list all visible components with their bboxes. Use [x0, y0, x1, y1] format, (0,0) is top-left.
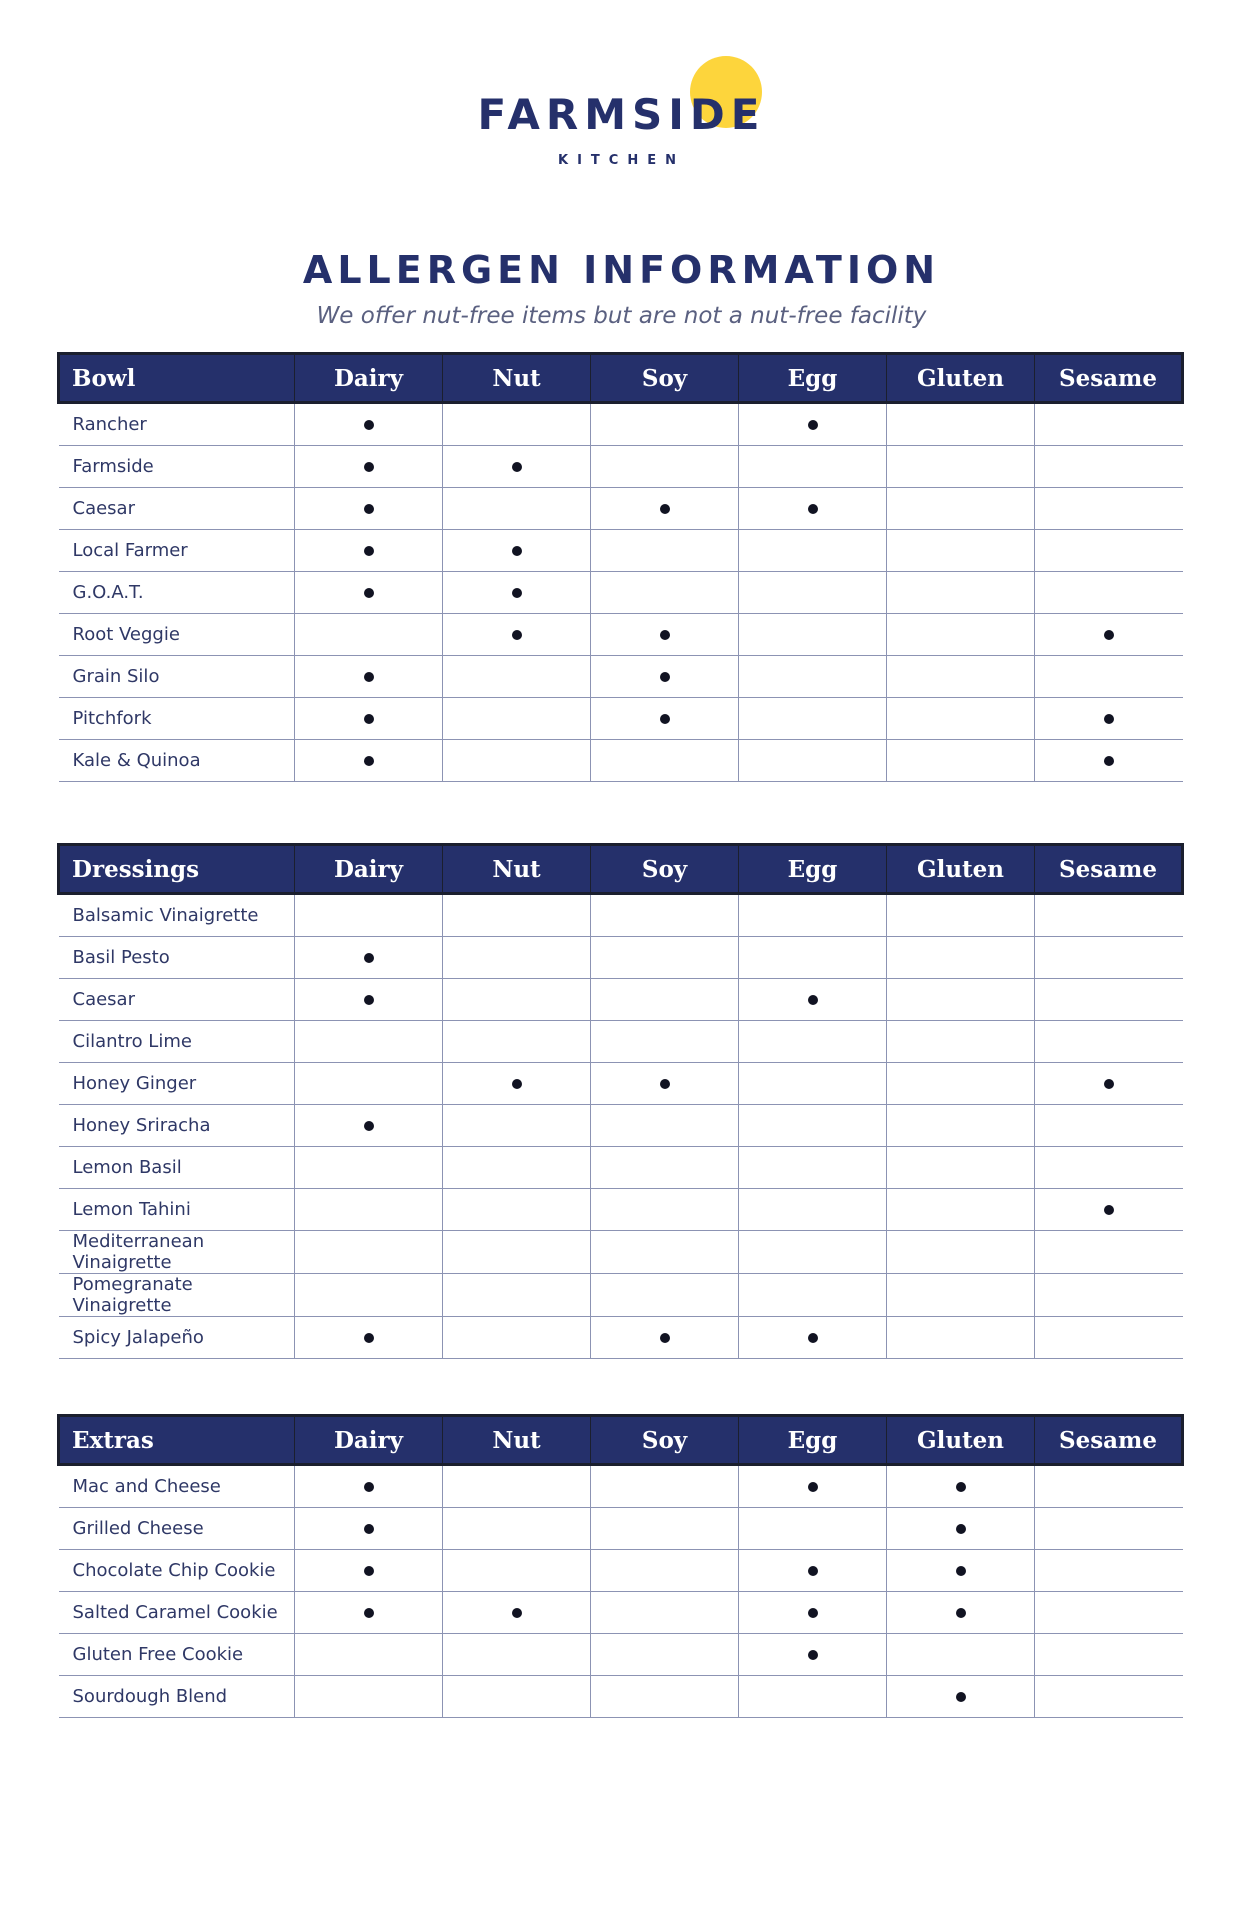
cell-sesame — [1035, 698, 1183, 740]
table-row — [59, 446, 1183, 488]
table-row — [59, 1189, 1183, 1231]
item-name: Kale & Quinoa — [59, 740, 295, 782]
cell-dairy — [295, 614, 443, 656]
item-name: Basil Pesto — [59, 937, 295, 979]
cell-soy — [591, 1021, 739, 1063]
column-header-gluten: Gluten — [887, 845, 1035, 894]
cell-dairy — [295, 572, 443, 614]
cell-nut — [443, 1274, 591, 1317]
cell-nut — [443, 530, 591, 572]
table-row — [59, 488, 1183, 530]
page-title: ALLERGEN INFORMATION — [302, 248, 941, 292]
item-name: Root Veggie — [59, 614, 295, 656]
cell-dairy — [295, 1465, 443, 1508]
dressings-allergen-table — [57, 843, 1184, 1359]
cell-egg — [739, 979, 887, 1021]
cell-soy — [591, 1189, 739, 1231]
cell-soy — [591, 403, 739, 446]
cell-sesame — [1035, 1676, 1183, 1718]
cell-sesame — [1035, 1274, 1183, 1317]
cell-egg — [739, 1231, 887, 1274]
cell-soy — [591, 1231, 739, 1274]
table-row — [59, 1592, 1183, 1634]
cell-dairy — [295, 937, 443, 979]
allergen-dot-icon — [808, 1482, 818, 1492]
cell-nut — [443, 1465, 591, 1508]
allergen-dot-icon — [956, 1692, 966, 1702]
allergen-dot-icon — [808, 420, 818, 430]
page-subtitle: We offer nut-free items but are not a nut-free facility — [316, 303, 927, 329]
cell-gluten — [887, 446, 1035, 488]
allergen-dot-icon — [808, 1566, 818, 1576]
cell-gluten — [887, 1189, 1035, 1231]
table-heading: Extras — [59, 1416, 295, 1465]
column-header-egg: Egg — [739, 354, 887, 403]
cell-gluten — [887, 1063, 1035, 1105]
cell-dairy — [295, 1592, 443, 1634]
item-name: Lemon Basil — [59, 1147, 295, 1189]
cell-sesame — [1035, 937, 1183, 979]
allergen-dot-icon — [1104, 714, 1114, 724]
cell-egg — [739, 1634, 887, 1676]
cell-dairy — [295, 1231, 443, 1274]
cell-soy — [591, 894, 739, 937]
allergen-dot-icon — [364, 588, 374, 598]
cell-nut — [443, 1592, 591, 1634]
column-header-dairy: Dairy — [295, 354, 443, 403]
cell-egg — [739, 614, 887, 656]
allergen-dot-icon — [512, 1608, 522, 1618]
cell-gluten — [887, 488, 1035, 530]
cell-soy — [591, 1105, 739, 1147]
table-row — [59, 979, 1183, 1021]
cell-nut — [443, 614, 591, 656]
item-name: Chocolate Chip Cookie — [59, 1550, 295, 1592]
table-row — [59, 1676, 1183, 1718]
column-header-egg: Egg — [739, 1416, 887, 1465]
cell-egg — [739, 572, 887, 614]
cell-dairy — [295, 1189, 443, 1231]
cell-soy — [591, 1508, 739, 1550]
cell-egg — [739, 1550, 887, 1592]
allergen-dot-icon — [660, 504, 670, 514]
cell-egg — [739, 1189, 887, 1231]
allergen-dot-icon — [364, 546, 374, 556]
cell-nut — [443, 894, 591, 937]
cell-egg — [739, 1021, 887, 1063]
allergen-dot-icon — [512, 546, 522, 556]
allergen-dot-icon — [364, 672, 374, 682]
item-name: Salted Caramel Cookie — [59, 1592, 295, 1634]
cell-sesame — [1035, 656, 1183, 698]
cell-gluten — [887, 1021, 1035, 1063]
table-row — [59, 1231, 1183, 1274]
allergen-dot-icon — [364, 995, 374, 1005]
column-header-sesame: Sesame — [1035, 354, 1183, 403]
cell-egg — [739, 1676, 887, 1718]
cell-sesame — [1035, 894, 1183, 937]
table-row — [59, 1508, 1183, 1550]
table-row — [59, 1105, 1183, 1147]
cell-egg — [739, 530, 887, 572]
cell-soy — [591, 572, 739, 614]
allergen-dot-icon — [956, 1482, 966, 1492]
cell-egg — [739, 656, 887, 698]
item-name: Balsamic Vinaigrette — [59, 894, 295, 937]
cell-gluten — [887, 1592, 1035, 1634]
table-row — [59, 1063, 1183, 1105]
cell-nut — [443, 1147, 591, 1189]
cell-dairy — [295, 1317, 443, 1359]
cell-dairy — [295, 656, 443, 698]
allergen-dot-icon — [1104, 1079, 1114, 1089]
cell-gluten — [887, 656, 1035, 698]
cell-gluten — [887, 1147, 1035, 1189]
column-header-dairy: Dairy — [295, 845, 443, 894]
cell-gluten — [887, 894, 1035, 937]
brand-logo — [0, 56, 1243, 186]
cell-gluten — [887, 1676, 1035, 1718]
item-name: Caesar — [59, 979, 295, 1021]
allergen-dot-icon — [512, 1079, 522, 1089]
bowl-allergen-table — [57, 352, 1184, 782]
table-row — [59, 1147, 1183, 1189]
table-row — [59, 1317, 1183, 1359]
brand-name: FARMSIDE — [477, 90, 766, 139]
table-row — [59, 1274, 1183, 1317]
cell-soy — [591, 530, 739, 572]
cell-nut — [443, 656, 591, 698]
cell-gluten — [887, 614, 1035, 656]
allergen-dot-icon — [364, 1608, 374, 1618]
cell-soy — [591, 614, 739, 656]
allergen-dot-icon — [808, 1650, 818, 1660]
cell-nut — [443, 446, 591, 488]
allergen-dot-icon — [1104, 1205, 1114, 1215]
cell-dairy — [295, 1147, 443, 1189]
allergen-dot-icon — [364, 1566, 374, 1576]
cell-soy — [591, 1465, 739, 1508]
cell-gluten — [887, 937, 1035, 979]
cell-dairy — [295, 1274, 443, 1317]
allergen-dot-icon — [364, 714, 374, 724]
cell-dairy — [295, 1105, 443, 1147]
cell-gluten — [887, 1274, 1035, 1317]
cell-sesame — [1035, 614, 1183, 656]
table-row — [59, 937, 1183, 979]
table-row — [59, 1021, 1183, 1063]
item-name: Gluten Free Cookie — [59, 1634, 295, 1676]
item-name: Honey Sriracha — [59, 1105, 295, 1147]
item-name: Farmside — [59, 446, 295, 488]
cell-soy — [591, 740, 739, 782]
cell-soy — [591, 656, 739, 698]
cell-egg — [739, 488, 887, 530]
cell-egg — [739, 446, 887, 488]
cell-nut — [443, 572, 591, 614]
cell-nut — [443, 1508, 591, 1550]
cell-gluten — [887, 1508, 1035, 1550]
column-header-soy: Soy — [591, 845, 739, 894]
item-name: Caesar — [59, 488, 295, 530]
cell-gluten — [887, 1317, 1035, 1359]
allergen-dot-icon — [512, 588, 522, 598]
brand-sub: KITCHEN — [558, 153, 685, 168]
cell-soy — [591, 1274, 739, 1317]
allergen-dot-icon — [364, 504, 374, 514]
cell-soy — [591, 979, 739, 1021]
cell-gluten — [887, 1231, 1035, 1274]
allergen-dot-icon — [364, 1121, 374, 1131]
allergen-dot-icon — [660, 672, 670, 682]
cell-dairy — [295, 488, 443, 530]
table-row — [59, 1550, 1183, 1592]
column-header-soy: Soy — [591, 1416, 739, 1465]
cell-gluten — [887, 979, 1035, 1021]
allergen-dot-icon — [956, 1566, 966, 1576]
cell-sesame — [1035, 1105, 1183, 1147]
allergen-dot-icon — [512, 462, 522, 472]
table-heading: Bowl — [59, 354, 295, 403]
table-row — [59, 698, 1183, 740]
cell-sesame — [1035, 530, 1183, 572]
column-header-sesame: Sesame — [1035, 1416, 1183, 1465]
cell-gluten — [887, 403, 1035, 446]
allergen-dot-icon — [364, 1333, 374, 1343]
cell-egg — [739, 1274, 887, 1317]
cell-egg — [739, 698, 887, 740]
allergen-dot-icon — [364, 420, 374, 430]
cell-egg — [739, 1147, 887, 1189]
cell-nut — [443, 1317, 591, 1359]
allergen-dot-icon — [364, 1524, 374, 1534]
cell-soy — [591, 1592, 739, 1634]
cell-gluten — [887, 698, 1035, 740]
item-name: Spicy Jalapeño — [59, 1317, 295, 1359]
item-name: Lemon Tahini — [59, 1189, 295, 1231]
item-name: Honey Ginger — [59, 1063, 295, 1105]
item-name: Cilantro Lime — [59, 1021, 295, 1063]
cell-nut — [443, 740, 591, 782]
allergen-dot-icon — [808, 995, 818, 1005]
item-name: Mediterranean Vinaigrette — [59, 1231, 295, 1274]
allergen-dot-icon — [1104, 756, 1114, 766]
cell-dairy — [295, 1021, 443, 1063]
allergen-dot-icon — [1104, 630, 1114, 640]
cell-nut — [443, 1676, 591, 1718]
cell-soy — [591, 937, 739, 979]
cell-dairy — [295, 979, 443, 1021]
cell-nut — [443, 1189, 591, 1231]
cell-sesame — [1035, 1592, 1183, 1634]
cell-gluten — [887, 740, 1035, 782]
cell-dairy — [295, 698, 443, 740]
extras-allergen-table — [57, 1414, 1184, 1718]
cell-gluten — [887, 572, 1035, 614]
allergen-dot-icon — [808, 1333, 818, 1343]
cell-dairy — [295, 1676, 443, 1718]
allergen-dot-icon — [512, 630, 522, 640]
allergen-dot-icon — [660, 1079, 670, 1089]
cell-soy — [591, 1063, 739, 1105]
table-row — [59, 656, 1183, 698]
item-name: Grain Silo — [59, 656, 295, 698]
cell-nut — [443, 403, 591, 446]
cell-nut — [443, 1634, 591, 1676]
cell-egg — [739, 403, 887, 446]
table-row — [59, 403, 1183, 446]
cell-sesame — [1035, 1317, 1183, 1359]
cell-sesame — [1035, 1147, 1183, 1189]
item-name: Pomegranate Vinaigrette — [59, 1274, 295, 1317]
allergen-dot-icon — [808, 1608, 818, 1618]
column-header-gluten: Gluten — [887, 354, 1035, 403]
column-header-nut: Nut — [443, 1416, 591, 1465]
cell-nut — [443, 1105, 591, 1147]
cell-nut — [443, 937, 591, 979]
cell-sesame — [1035, 1231, 1183, 1274]
table-row — [59, 572, 1183, 614]
column-header-nut: Nut — [443, 354, 591, 403]
cell-dairy — [295, 446, 443, 488]
cell-soy — [591, 1676, 739, 1718]
cell-nut — [443, 488, 591, 530]
allergen-dot-icon — [660, 1333, 670, 1343]
cell-egg — [739, 1465, 887, 1508]
cell-nut — [443, 1021, 591, 1063]
cell-sesame — [1035, 1550, 1183, 1592]
item-name: Pitchfork — [59, 698, 295, 740]
cell-sesame — [1035, 403, 1183, 446]
cell-egg — [739, 740, 887, 782]
cell-egg — [739, 1105, 887, 1147]
item-name: Sourdough Blend — [59, 1676, 295, 1718]
allergen-dot-icon — [956, 1608, 966, 1618]
item-name: Mac and Cheese — [59, 1465, 295, 1508]
cell-soy — [591, 446, 739, 488]
table-row — [59, 614, 1183, 656]
table-row — [59, 1634, 1183, 1676]
cell-soy — [591, 1317, 739, 1359]
cell-soy — [591, 1147, 739, 1189]
allergen-dot-icon — [364, 1482, 374, 1492]
allergen-dot-icon — [956, 1524, 966, 1534]
allergen-dot-icon — [660, 714, 670, 724]
column-header-nut: Nut — [443, 845, 591, 894]
column-header-gluten: Gluten — [887, 1416, 1035, 1465]
cell-sesame — [1035, 572, 1183, 614]
cell-egg — [739, 1508, 887, 1550]
table-header-row — [59, 354, 1183, 403]
item-name: Rancher — [59, 403, 295, 446]
cell-soy — [591, 698, 739, 740]
cell-sesame — [1035, 979, 1183, 1021]
cell-sesame — [1035, 740, 1183, 782]
cell-sesame — [1035, 488, 1183, 530]
allergen-dot-icon — [364, 756, 374, 766]
cell-dairy — [295, 403, 443, 446]
cell-nut — [443, 1550, 591, 1592]
cell-egg — [739, 1317, 887, 1359]
column-header-sesame: Sesame — [1035, 845, 1183, 894]
cell-soy — [591, 488, 739, 530]
cell-nut — [443, 698, 591, 740]
cell-sesame — [1035, 1021, 1183, 1063]
table-row — [59, 1465, 1183, 1508]
item-name: Grilled Cheese — [59, 1508, 295, 1550]
cell-sesame — [1035, 1465, 1183, 1508]
cell-gluten — [887, 530, 1035, 572]
allergen-dot-icon — [364, 462, 374, 472]
cell-dairy — [295, 1550, 443, 1592]
column-header-soy: Soy — [591, 354, 739, 403]
cell-dairy — [295, 894, 443, 937]
cell-dairy — [295, 1063, 443, 1105]
cell-nut — [443, 1231, 591, 1274]
column-header-dairy: Dairy — [295, 1416, 443, 1465]
allergen-dot-icon — [660, 630, 670, 640]
cell-soy — [591, 1634, 739, 1676]
cell-sesame — [1035, 1508, 1183, 1550]
table-heading: Dressings — [59, 845, 295, 894]
cell-gluten — [887, 1634, 1035, 1676]
table-row — [59, 530, 1183, 572]
allergen-dot-icon — [364, 953, 374, 963]
cell-nut — [443, 979, 591, 1021]
cell-sesame — [1035, 446, 1183, 488]
table-row — [59, 894, 1183, 937]
cell-nut — [443, 1063, 591, 1105]
item-name: Local Farmer — [59, 530, 295, 572]
cell-sesame — [1035, 1063, 1183, 1105]
cell-egg — [739, 1063, 887, 1105]
cell-dairy — [295, 740, 443, 782]
cell-dairy — [295, 1508, 443, 1550]
table-header-row — [59, 845, 1183, 894]
column-header-egg: Egg — [739, 845, 887, 894]
table-row — [59, 740, 1183, 782]
cell-egg — [739, 894, 887, 937]
cell-dairy — [295, 530, 443, 572]
cell-sesame — [1035, 1634, 1183, 1676]
cell-sesame — [1035, 1189, 1183, 1231]
cell-egg — [739, 1592, 887, 1634]
item-name: G.O.A.T. — [59, 572, 295, 614]
cell-gluten — [887, 1550, 1035, 1592]
cell-gluten — [887, 1465, 1035, 1508]
cell-soy — [591, 1550, 739, 1592]
table-header-row — [59, 1416, 1183, 1465]
cell-egg — [739, 937, 887, 979]
cell-gluten — [887, 1105, 1035, 1147]
allergen-dot-icon — [808, 504, 818, 514]
cell-dairy — [295, 1634, 443, 1676]
